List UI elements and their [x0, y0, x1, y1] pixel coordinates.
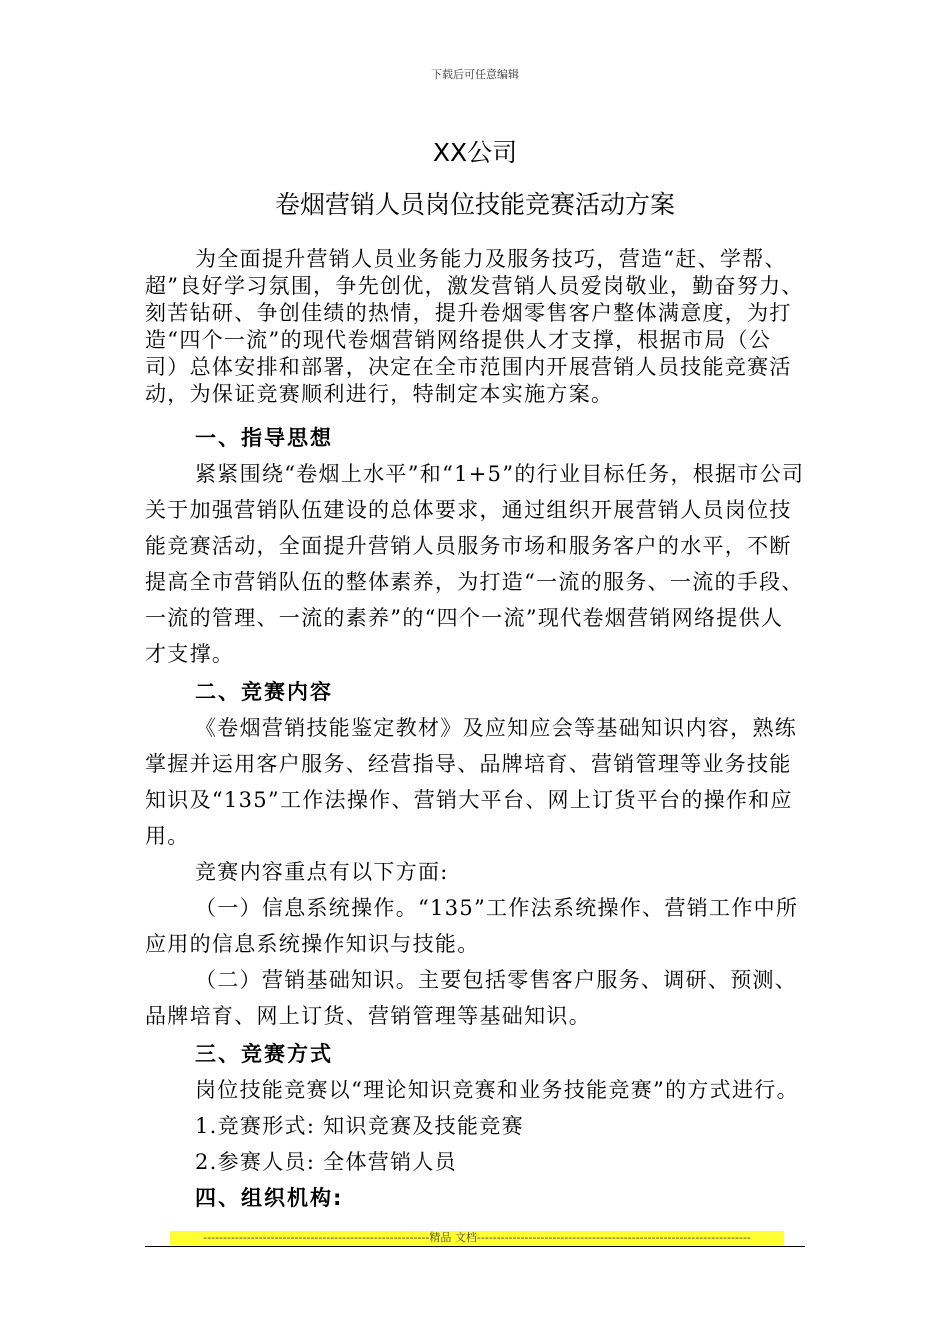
section-2-paragraph-2: 竞赛内容重点有以下方面: [195, 860, 449, 884]
intro-paragraph: 为全面提升营销人员业务能力及服务技巧，营造“赶、学帮、超”良好学习氛围，争先创优，激发营销人员爱岗敬业，勤奋努力、刻苦钻研、争创佳绩的热情，提升卷烟零售客户整体满意度，为打造“四个一流”的现代卷烟营销网络提供人才支撑，根据市局（公司）总体安排和部署，决定在全市范围内开展营销人员技能竞赛活动，为保证竞赛顺利进行，特制定本实施方案。 [145, 247, 804, 406]
section-2-heading: 二、竞赛内容 [195, 680, 333, 704]
section-2-paragraph-4: （二）营销基础知识。主要包括零售客户服务、调研、预测、品牌培育、网上订货、营销管理等基础知识。 [145, 968, 798, 1028]
footer-dashes-right: --------------------------------------------------------------------- [476, 1231, 751, 1244]
section-2-paragraph-1: 《卷烟营销技能鉴定教材》及应知应会等基础知识内容，熟练掌握并运用客户服务、经营指导、品牌培育、营销管理等业务技能知识及“135”工作法操作、营销大平台、网上订货平台的操作和应用。 [145, 716, 798, 848]
header-note: 下载后可任意编辑 [431, 68, 519, 81]
section-4-heading: 四、组织机构: [195, 1186, 344, 1210]
section-3-heading: 三、竞赛方式 [195, 1042, 333, 1066]
section-2-paragraph-3: （一）信息系统操作。“135”工作法系统操作、营销工作中所应用的信息系统操作知识与技能。 [145, 896, 799, 956]
document-subtitle: 卷烟营销人员岗位技能竞赛活动方案 [274, 190, 675, 219]
section-3-paragraph-2: 1.竞赛形式: 知识竞赛及技能竞赛 [195, 1114, 524, 1138]
footer-dashes-left: --------------------------------------------------------- [203, 1231, 430, 1244]
footer-label: 精品 文档 [429, 1231, 477, 1244]
document-title: XX公司 [432, 138, 518, 167]
section-3-paragraph-3: 2.参赛人员: 全体营销人员 [195, 1150, 457, 1174]
section-3-paragraph-1: 岗位技能竞赛以“理论知识竞赛和业务技能竞赛”的方式进行。 [195, 1078, 799, 1102]
intro-block [145, 246, 805, 408]
main-content [145, 420, 805, 1216]
footer-divider [145, 1246, 805, 1247]
section-1-heading: 一、指导思想 [195, 426, 333, 450]
section-1-paragraph: 紧紧围绕“卷烟上水平”和“1+5”的行业目标任务，根据市公司关于加强营销队伍建设的总体要求，通过组织开展营销人员岗位技能竞赛活动，全面提升营销人员服务市场和服务客户的水平，不断提高全市营销队伍的整体素养，为打造“一流的服务、一流的手段、一流的管理、一流的素养”的“四个一流”现代卷烟营销网络提供人才支撑。 [145, 462, 805, 666]
footer-watermark-bar [170, 1231, 784, 1245]
